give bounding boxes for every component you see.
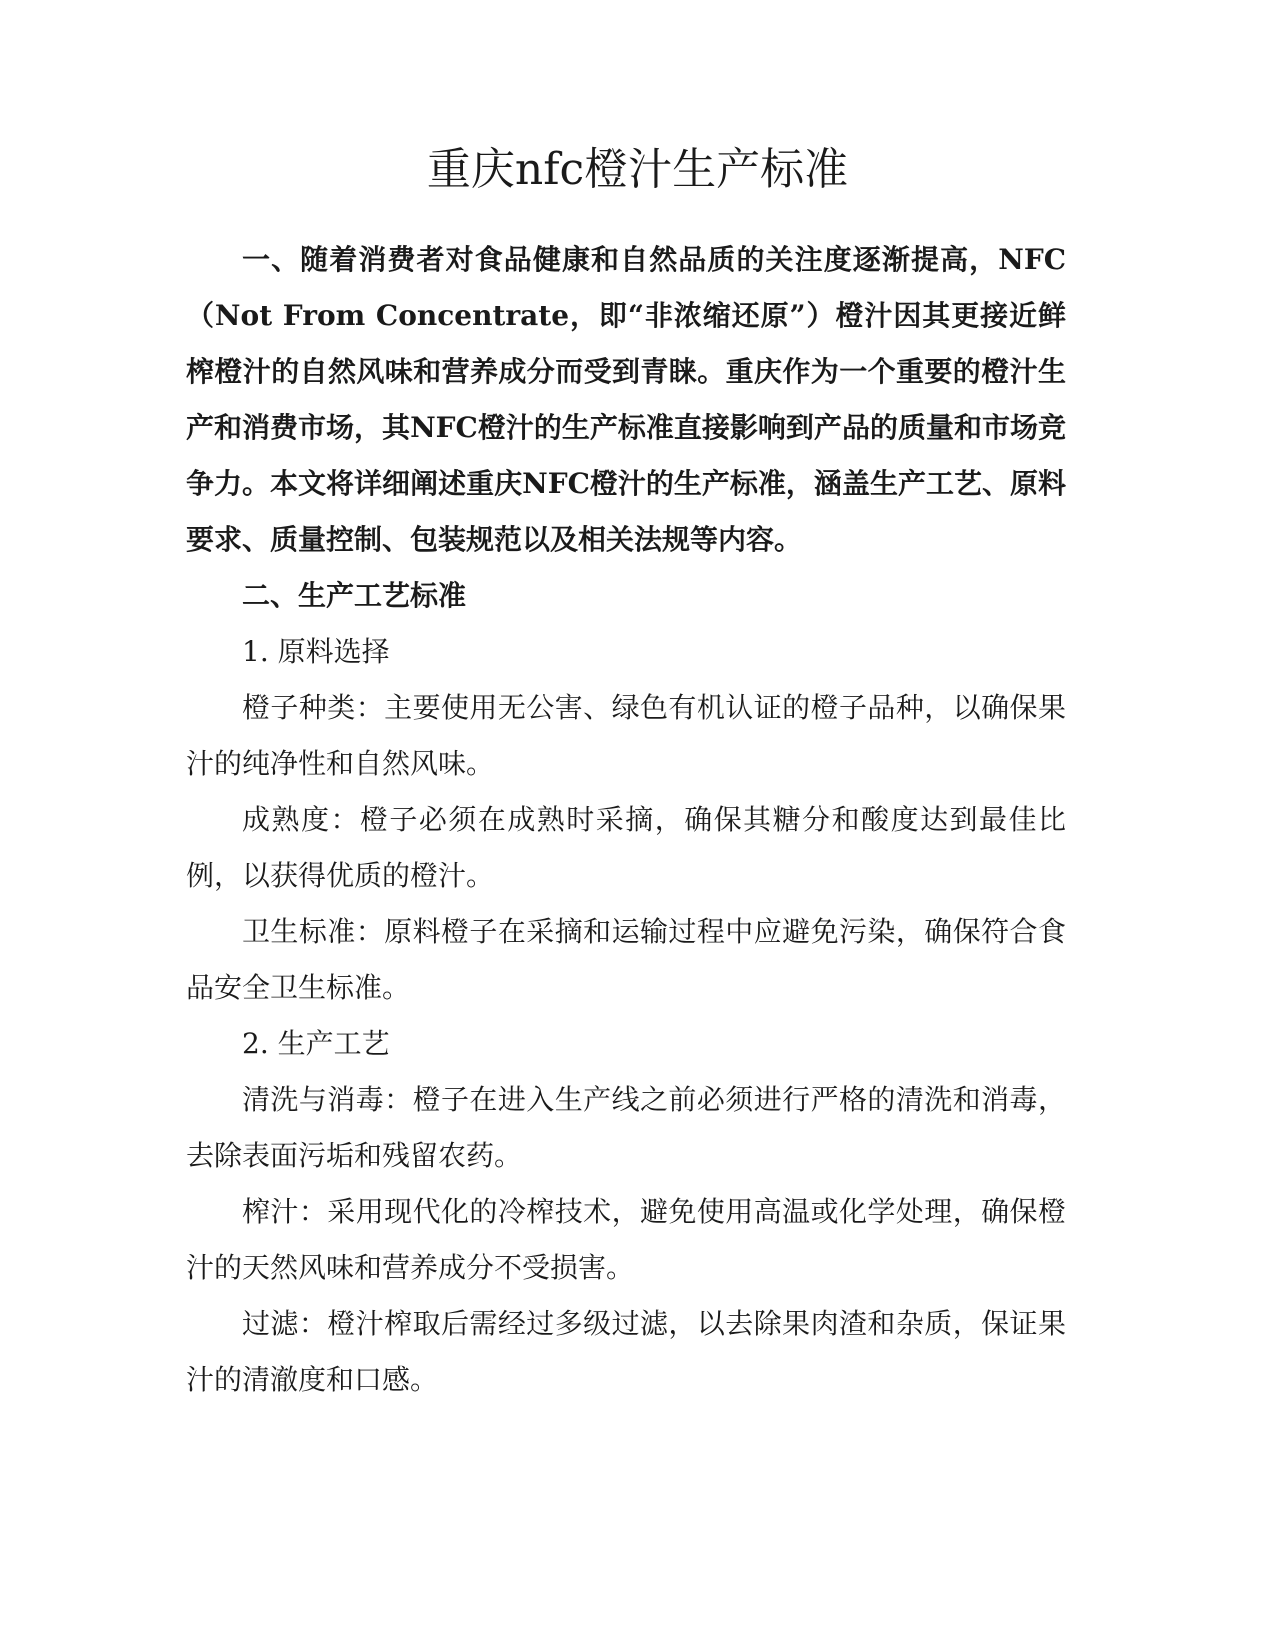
document-title: 重庆nfc橙汁生产标准 [426, 144, 849, 195]
paragraph-hygiene: 卫生标准：原料橙子在采摘和运输过程中应避免污染，确保符合食品安全卫生标准。 [186, 915, 1066, 1004]
subsection-heading-production: 2. 生产工艺 [242, 1027, 390, 1060]
paragraph-orange-variety: 橙子种类：主要使用无公害、绿色有机认证的橙子品种，以确保果汁的纯净性和自然风味。 [186, 691, 1066, 780]
intro-paragraph: 一、随着消费者对食品健康和自然品质的关注度逐渐提高，NFC（Not From Concentrate，即“非浓缩还原”）橙汁因其更接近鲜榨橙汁的自然风味和营养成分而受到青睐。重庆作为一个重要的橙汁生产和消费市场，其NFC橙汁的生产标准直接影响到产品的质量和市场竞争力。本文将详细阐述重庆NFC橙汁的生产标准，涵盖生产工艺、原料要求、质量控制、包装规范以及相关法规等内容。 [186, 243, 1066, 556]
subsection-heading-raw-material: 1. 原料选择 [242, 635, 390, 668]
paragraph-juicing: 榨汁：采用现代化的冷榨技术，避免使用高温或化学处理，确保橙汁的天然风味和营养成分不受损害。 [186, 1195, 1066, 1284]
paragraph-washing: 清洗与消毒：橙子在进入生产线之前必须进行严格的清洗和消毒，去除表面污垢和残留农药。 [186, 1083, 1066, 1172]
paragraph-ripeness: 成熟度：橙子必须在成熟时采摘，确保其糖分和酸度达到最佳比例，以获得优质的橙汁。 [186, 803, 1066, 892]
document-body [186, 232, 1066, 1408]
paragraph-filtering: 过滤：橙汁榨取后需经过多级过滤，以去除果肉渣和杂质，保证果汁的清澈度和口感。 [186, 1307, 1066, 1396]
section-heading-production-process: 二、生产工艺标准 [242, 579, 467, 612]
